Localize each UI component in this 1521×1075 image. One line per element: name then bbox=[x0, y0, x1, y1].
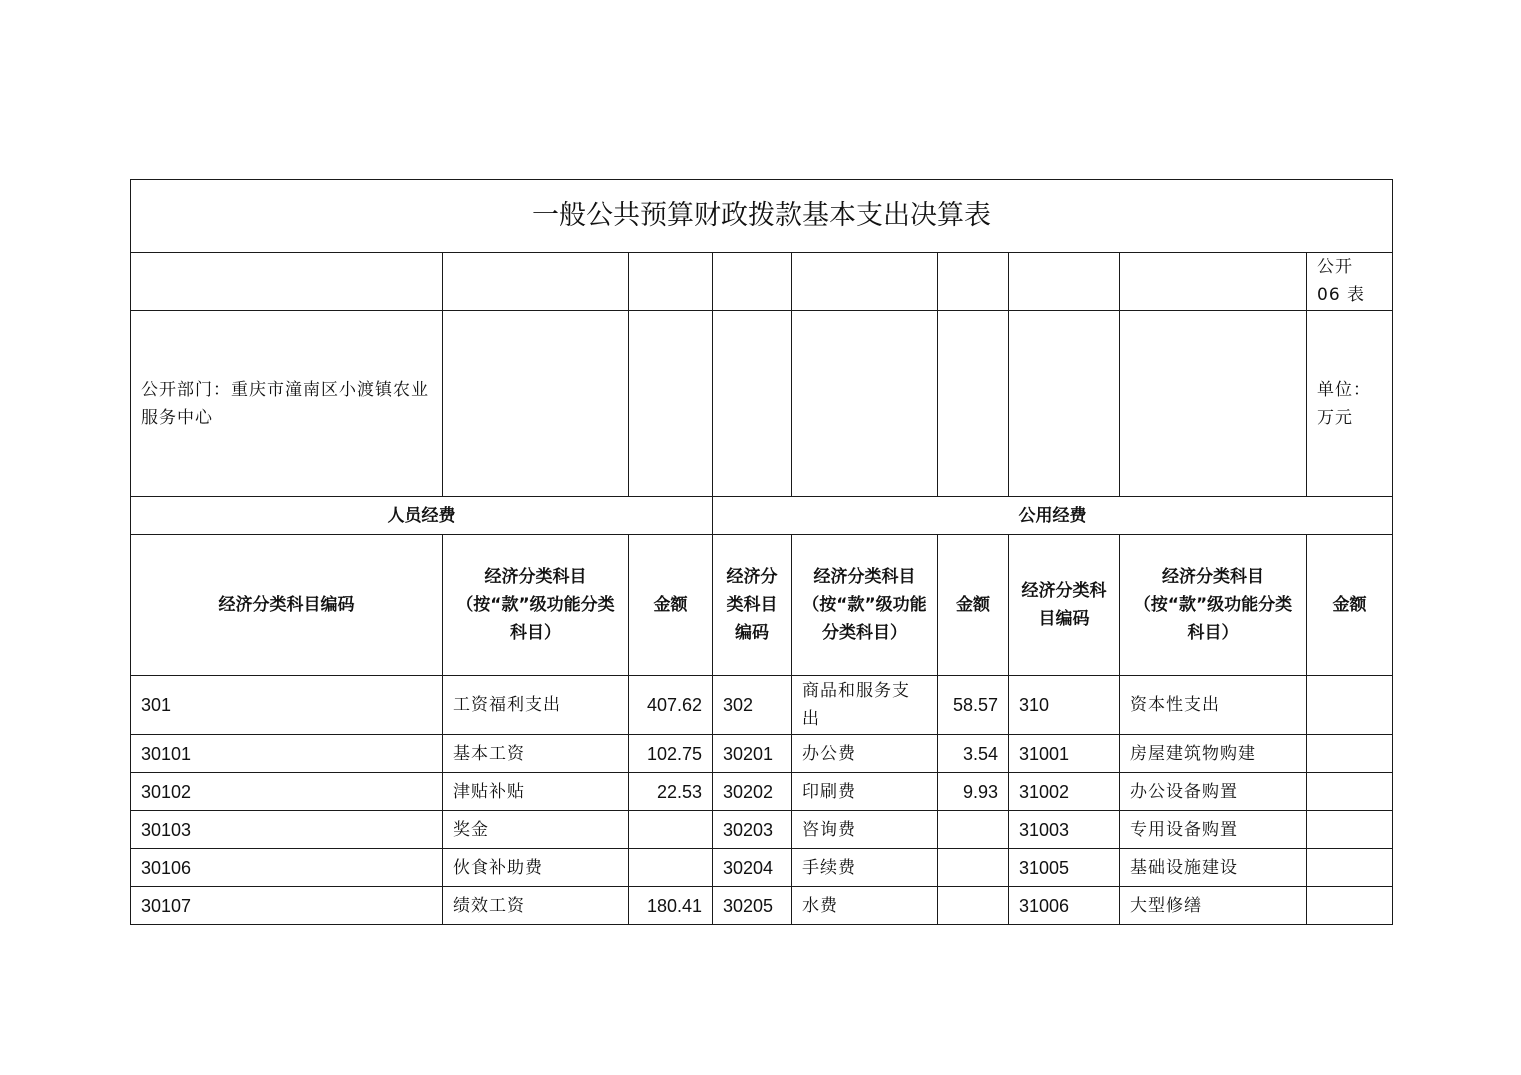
capital-code: 310 bbox=[1009, 676, 1120, 735]
goods-name: 水费 bbox=[792, 887, 938, 925]
personnel-name: 奖金 bbox=[443, 811, 629, 849]
header-personnel-name: 经济分类科目（按“款”级功能分类科目） bbox=[443, 535, 629, 676]
blank-cell bbox=[1009, 311, 1120, 497]
capital-amount bbox=[1307, 735, 1393, 773]
capital-name: 专用设备购置 bbox=[1120, 811, 1307, 849]
table-row bbox=[131, 887, 1393, 925]
section-personnel: 人员经费 bbox=[131, 497, 713, 535]
header-capital-code: 经济分类科目编码 bbox=[1009, 535, 1120, 676]
goods-amount bbox=[938, 849, 1009, 887]
blank-cell bbox=[131, 253, 443, 311]
goods-code: 30205 bbox=[713, 887, 792, 925]
header-goods-code: 经济分类科目编码 bbox=[713, 535, 792, 676]
blank-cell bbox=[443, 253, 629, 311]
blank-cell bbox=[713, 253, 792, 311]
goods-code: 302 bbox=[713, 676, 792, 735]
budget-table bbox=[130, 179, 1393, 925]
personnel-amount bbox=[629, 849, 713, 887]
capital-code: 31003 bbox=[1009, 811, 1120, 849]
page-title: 一般公共预算财政拨款基本支出决算表 bbox=[131, 180, 1393, 253]
blank-cell bbox=[443, 311, 629, 497]
header-personnel-code: 经济分类科目编码 bbox=[131, 535, 443, 676]
table-row bbox=[131, 811, 1393, 849]
goods-name: 咨询费 bbox=[792, 811, 938, 849]
personnel-code: 30102 bbox=[131, 773, 443, 811]
goods-code: 30202 bbox=[713, 773, 792, 811]
personnel-amount: 180.41 bbox=[629, 887, 713, 925]
blank-cell bbox=[938, 311, 1009, 497]
column-header-row bbox=[131, 535, 1393, 676]
capital-name: 基础设施建设 bbox=[1120, 849, 1307, 887]
personnel-code: 301 bbox=[131, 676, 443, 735]
title-row bbox=[131, 180, 1393, 253]
header-personnel-amount: 金额 bbox=[629, 535, 713, 676]
blank-cell bbox=[713, 311, 792, 497]
capital-name: 办公设备购置 bbox=[1120, 773, 1307, 811]
table-row bbox=[131, 735, 1393, 773]
form-number-row bbox=[131, 253, 1393, 311]
table-row bbox=[131, 676, 1393, 735]
capital-name: 大型修缮 bbox=[1120, 887, 1307, 925]
capital-amount bbox=[1307, 849, 1393, 887]
goods-code: 30204 bbox=[713, 849, 792, 887]
capital-name: 房屋建筑物购建 bbox=[1120, 735, 1307, 773]
capital-amount bbox=[1307, 811, 1393, 849]
blank-cell bbox=[629, 311, 713, 497]
table-row bbox=[131, 849, 1393, 887]
blank-cell bbox=[1009, 253, 1120, 311]
blank-cell bbox=[1120, 311, 1307, 497]
personnel-code: 30101 bbox=[131, 735, 443, 773]
blank-cell bbox=[1120, 253, 1307, 311]
personnel-amount: 22.53 bbox=[629, 773, 713, 811]
unit-label: 单位：万元 bbox=[1307, 311, 1393, 497]
header-goods-name: 经济分类科目（按“款”级功能分类科目） bbox=[792, 535, 938, 676]
personnel-name: 工资福利支出 bbox=[443, 676, 629, 735]
header-capital-amount: 金额 bbox=[1307, 535, 1393, 676]
blank-cell bbox=[792, 253, 938, 311]
capital-amount bbox=[1307, 676, 1393, 735]
department-row bbox=[131, 311, 1393, 497]
goods-name: 办公费 bbox=[792, 735, 938, 773]
goods-name: 商品和服务支出 bbox=[792, 676, 938, 735]
personnel-name: 伙食补助费 bbox=[443, 849, 629, 887]
capital-code: 31002 bbox=[1009, 773, 1120, 811]
capital-code: 31001 bbox=[1009, 735, 1120, 773]
header-capital-name: 经济分类科目（按“款”级功能分类科目） bbox=[1120, 535, 1307, 676]
personnel-amount: 102.75 bbox=[629, 735, 713, 773]
blank-cell bbox=[938, 253, 1009, 311]
form-number: 公开 06 表 bbox=[1307, 253, 1393, 311]
table-row bbox=[131, 773, 1393, 811]
personnel-code: 30106 bbox=[131, 849, 443, 887]
blank-cell bbox=[629, 253, 713, 311]
goods-amount: 3.54 bbox=[938, 735, 1009, 773]
goods-amount: 58.57 bbox=[938, 676, 1009, 735]
personnel-name: 津贴补贴 bbox=[443, 773, 629, 811]
personnel-code: 30103 bbox=[131, 811, 443, 849]
blank-cell bbox=[792, 311, 938, 497]
capital-amount bbox=[1307, 773, 1393, 811]
personnel-name: 绩效工资 bbox=[443, 887, 629, 925]
personnel-amount: 407.62 bbox=[629, 676, 713, 735]
capital-code: 31005 bbox=[1009, 849, 1120, 887]
section-row bbox=[131, 497, 1393, 535]
goods-name: 印刷费 bbox=[792, 773, 938, 811]
capital-amount bbox=[1307, 887, 1393, 925]
personnel-code: 30107 bbox=[131, 887, 443, 925]
capital-name: 资本性支出 bbox=[1120, 676, 1307, 735]
department-label: 公开部门：重庆市潼南区小渡镇农业服务中心 bbox=[131, 311, 443, 497]
goods-amount bbox=[938, 887, 1009, 925]
header-goods-amount: 金额 bbox=[938, 535, 1009, 676]
capital-code: 31006 bbox=[1009, 887, 1120, 925]
goods-name: 手续费 bbox=[792, 849, 938, 887]
goods-code: 30201 bbox=[713, 735, 792, 773]
personnel-name: 基本工资 bbox=[443, 735, 629, 773]
goods-amount bbox=[938, 811, 1009, 849]
goods-code: 30203 bbox=[713, 811, 792, 849]
goods-amount: 9.93 bbox=[938, 773, 1009, 811]
personnel-amount bbox=[629, 811, 713, 849]
section-public: 公用经费 bbox=[713, 497, 1393, 535]
